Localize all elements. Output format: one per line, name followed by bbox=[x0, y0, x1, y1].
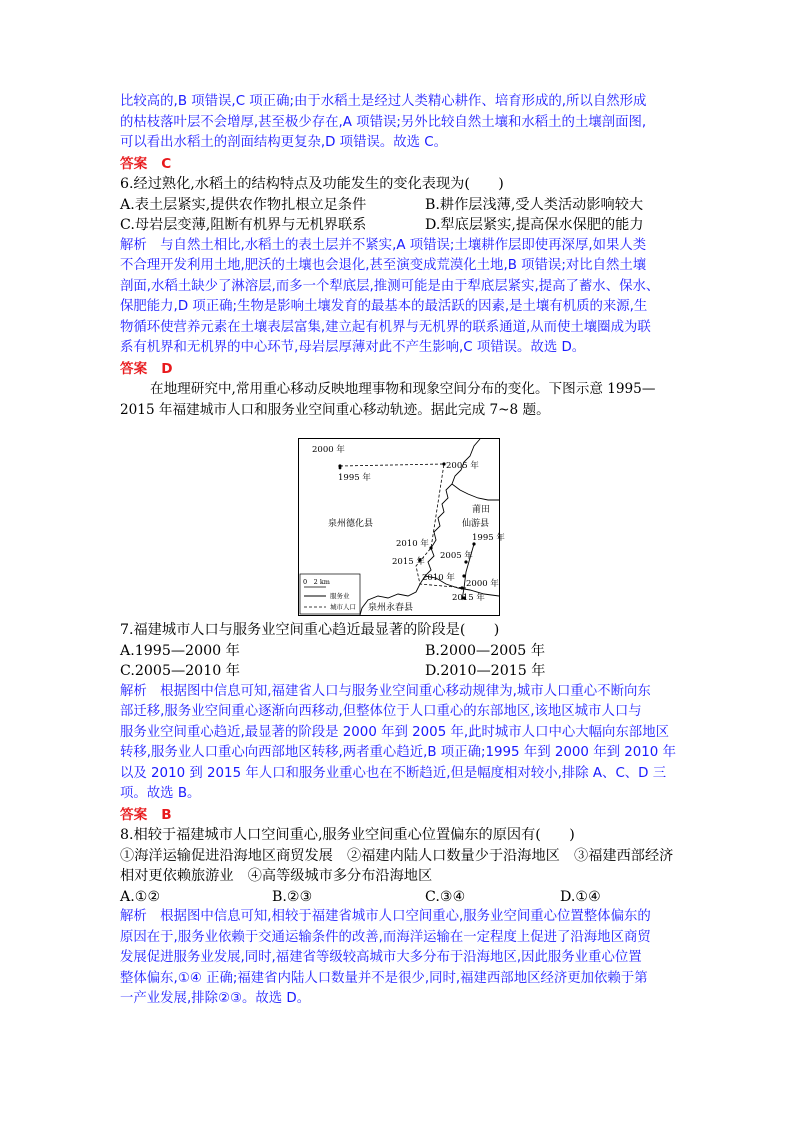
legend-scale: 0 2 km bbox=[303, 578, 330, 586]
label-2005-top: 2005 年 bbox=[446, 461, 479, 471]
answer-value: D bbox=[161, 360, 173, 377]
q7-option-b: B.2000—2005 年 bbox=[425, 642, 546, 659]
q8-statement: ①海洋运输促进沿海地区商贸发展 ②福建内陆人口数量少于沿海地区 ③福建西部经济 bbox=[120, 847, 674, 864]
q6-option-a: A.表土层紧实,提供农作物扎根立足条件 bbox=[120, 196, 367, 213]
label-2010-l: 2010 年 bbox=[396, 539, 429, 549]
point-2010-svc bbox=[462, 574, 465, 577]
answer-q7 bbox=[120, 805, 686, 826]
explanation-line: 以及 2010 到 2015 年人口和服务业重心也在不断趋近,但是幅度相对较小,排除 A、C、D 三 bbox=[120, 765, 667, 781]
q8-explanation bbox=[120, 907, 686, 1010]
label-1995-r: 1995 年 bbox=[472, 533, 505, 543]
intro-line: 2015 年福建城市人口和服务业空间重心移动轨迹。据此完成 7~8 题。 bbox=[120, 401, 550, 418]
q7-options-row1 bbox=[120, 641, 686, 662]
answer-label: 答案 bbox=[120, 360, 148, 377]
explanation-line: 解析 根据图中信息可知,相较于福建省城市人口空间重心,服务业空间重心位置整体偏东的 bbox=[120, 909, 651, 924]
q8-options-row bbox=[120, 887, 686, 908]
explanation-line: 原因在于,服务业依赖于交通运输条件的改善,而海洋运输在一定程度上促进了沿海地区商贸 bbox=[120, 929, 651, 945]
explanation-line: 解析 与自然土相比,水稻土的表土层并不紧实,A 项错误;土壤耕作层即使再深厚,如果人类 bbox=[120, 237, 647, 253]
q7-explanation bbox=[120, 682, 686, 805]
explanation-line: 整体偏东,①④ 正确;福建省内陆人口数量并不是很少,同时,福建西部地区经济更加依赖于第 bbox=[120, 970, 648, 986]
q8-option-c: C.③④ bbox=[425, 888, 466, 905]
q8-stem: 8.相较于福建城市人口空间重心,服务业空间重心位置偏东的原因有( ) bbox=[120, 827, 575, 843]
answer-value: C bbox=[161, 155, 172, 172]
q7-option-c: C.2005—2010 年 bbox=[120, 663, 240, 679]
explanation-line: 的枯枝落叶层不会增厚,甚至极少存在,A 项错误;另外比较自然土壤和水稻土的土壤剖面图, bbox=[120, 114, 647, 130]
q7-option-d: D.2010—2015 年 bbox=[425, 663, 546, 679]
q8-option-d: D.①④ bbox=[560, 888, 601, 905]
q6-options-row1 bbox=[120, 195, 686, 216]
label-putian: 莆田 bbox=[472, 505, 491, 515]
point-2000-svc bbox=[460, 586, 463, 589]
label-2010-m: 2010 年 bbox=[422, 573, 455, 583]
label-2015-l: 2015 年 bbox=[392, 557, 425, 567]
answer-value: B bbox=[161, 806, 172, 823]
label-1995-top: 1995 年 bbox=[338, 473, 371, 483]
explanation-line: 物循环使营养元素在土壤表层富集,建立起有机界与无机界的联系通道,从而使土壤圈成为联 bbox=[120, 319, 651, 335]
label-xianyou: 仙游县 bbox=[462, 519, 490, 529]
q6-options-row2 bbox=[120, 215, 686, 236]
point-1995-pop bbox=[339, 467, 342, 470]
q8-option-a: A.①② bbox=[120, 888, 161, 905]
intro-line: 在地理研究中,常用重心移动反映地理事物和现象空间分布的变化。下图示意 1995— bbox=[150, 381, 656, 397]
explanation-line: 保肥能力,D 项正确;生物是影响土壤发育的最基本的最活跃的因素,是土壤有机质的来源,生 bbox=[120, 299, 648, 314]
q6-option-d: D.犁底层紧实,提高保水保肥的能力 bbox=[425, 217, 644, 233]
q8-statement: 相对更依赖旅游业 ④高等级城市多分布沿海地区 bbox=[120, 868, 433, 884]
legend-pop: 城市人口 bbox=[330, 603, 356, 611]
map-figure bbox=[298, 438, 505, 616]
answer-q5 bbox=[120, 154, 686, 175]
label-2015-r: 2015 年 bbox=[452, 593, 485, 603]
explanation-line: 转移,服务业人口重心向西部地区转移,两者重心趋近,B 项正确;1995 年到 2000 年到 2010 年 bbox=[120, 745, 676, 760]
q7-option-a: A.1995—2000 年 bbox=[120, 642, 240, 659]
q6-explanation bbox=[120, 236, 686, 359]
legend-service: 服务业 bbox=[330, 592, 350, 600]
q6-option-b: B.耕作层浅薄,受人类活动影响较大 bbox=[425, 196, 644, 213]
explanation-line: 服务业空间重心趋近,最显著的阶段是 2000 年到 2005 年,此时城市人口中心大幅向东部地区 bbox=[120, 724, 669, 740]
answer-q6 bbox=[120, 359, 686, 380]
answer-label: 答案 bbox=[120, 155, 148, 172]
explanation-line: 一产业发展,排除②③。故选 D。 bbox=[120, 991, 311, 1006]
explanation-line: 可以看出水稻土的剖面结构更复杂,D 项错误。故选 C。 bbox=[120, 135, 448, 150]
q8-option-b: B.②③ bbox=[272, 888, 313, 905]
explanation-line: 比较高的,B 项错误,C 项正确;由于水稻土是经过人类精心耕作、培育形成的,所以自然形成 bbox=[120, 94, 647, 109]
explanation-line: 系有机界和无机界的中心环节,母岩层厚薄对此不产生影响,C 项错误。故选 D。 bbox=[120, 340, 586, 355]
q6-option-c: C.母岩层变薄,阻断有机界与无机界联系 bbox=[120, 217, 367, 233]
document-page-lower bbox=[120, 620, 686, 1010]
explanation-line: 不合理开发利用土地,肥沃的土壤也会退化,甚至演变成荒漠化土地,B 项错误;对比自然土壤 bbox=[120, 258, 647, 273]
explanation-line: 剖面,水稻土缺少了淋溶层,而多一个犁底层,推测可能是由于犁底层紧实,提高了蓄水、保水、 bbox=[120, 278, 660, 294]
explanation-line: 部迁移,服务业空间重心逐渐向西移动,但整体位于人口重心的东部地区,该地区城市人口与 bbox=[120, 704, 642, 719]
explanation-line: 项。故选 B。 bbox=[120, 786, 201, 801]
q7-options-row2 bbox=[120, 661, 686, 682]
explanation-line: 发展促进服务业发展,同时,福建省等级较高城市大多分布于沿海地区,因此服务业重心位置 bbox=[120, 950, 642, 965]
label-county-yongchun: 泉州永春县 bbox=[368, 603, 414, 613]
label-county-dehua: 泉州德化县 bbox=[328, 519, 374, 529]
label-2000-r: 2000 年 bbox=[466, 579, 499, 589]
point-2010-pop bbox=[429, 546, 432, 549]
q7-stem: 7.福建城市人口与服务业空间重心趋近最显著的阶段是( ) bbox=[120, 622, 500, 638]
explanation-line: 解析 根据图中信息可知,福建省人口与服务业空间重心移动规律为,城市人口重心不断向东 bbox=[120, 683, 651, 699]
map-svg bbox=[298, 438, 505, 616]
label-2000-top: 2000 年 bbox=[312, 445, 345, 455]
answer-label: 答案 bbox=[120, 806, 148, 823]
document-page bbox=[120, 92, 686, 420]
label-2005-m: 2005 年 bbox=[440, 551, 473, 561]
q6-stem: 6.经过熟化,水稻土的结构特点及功能发生的变化表现为( ) bbox=[120, 176, 504, 192]
prev-explanation bbox=[120, 92, 686, 154]
